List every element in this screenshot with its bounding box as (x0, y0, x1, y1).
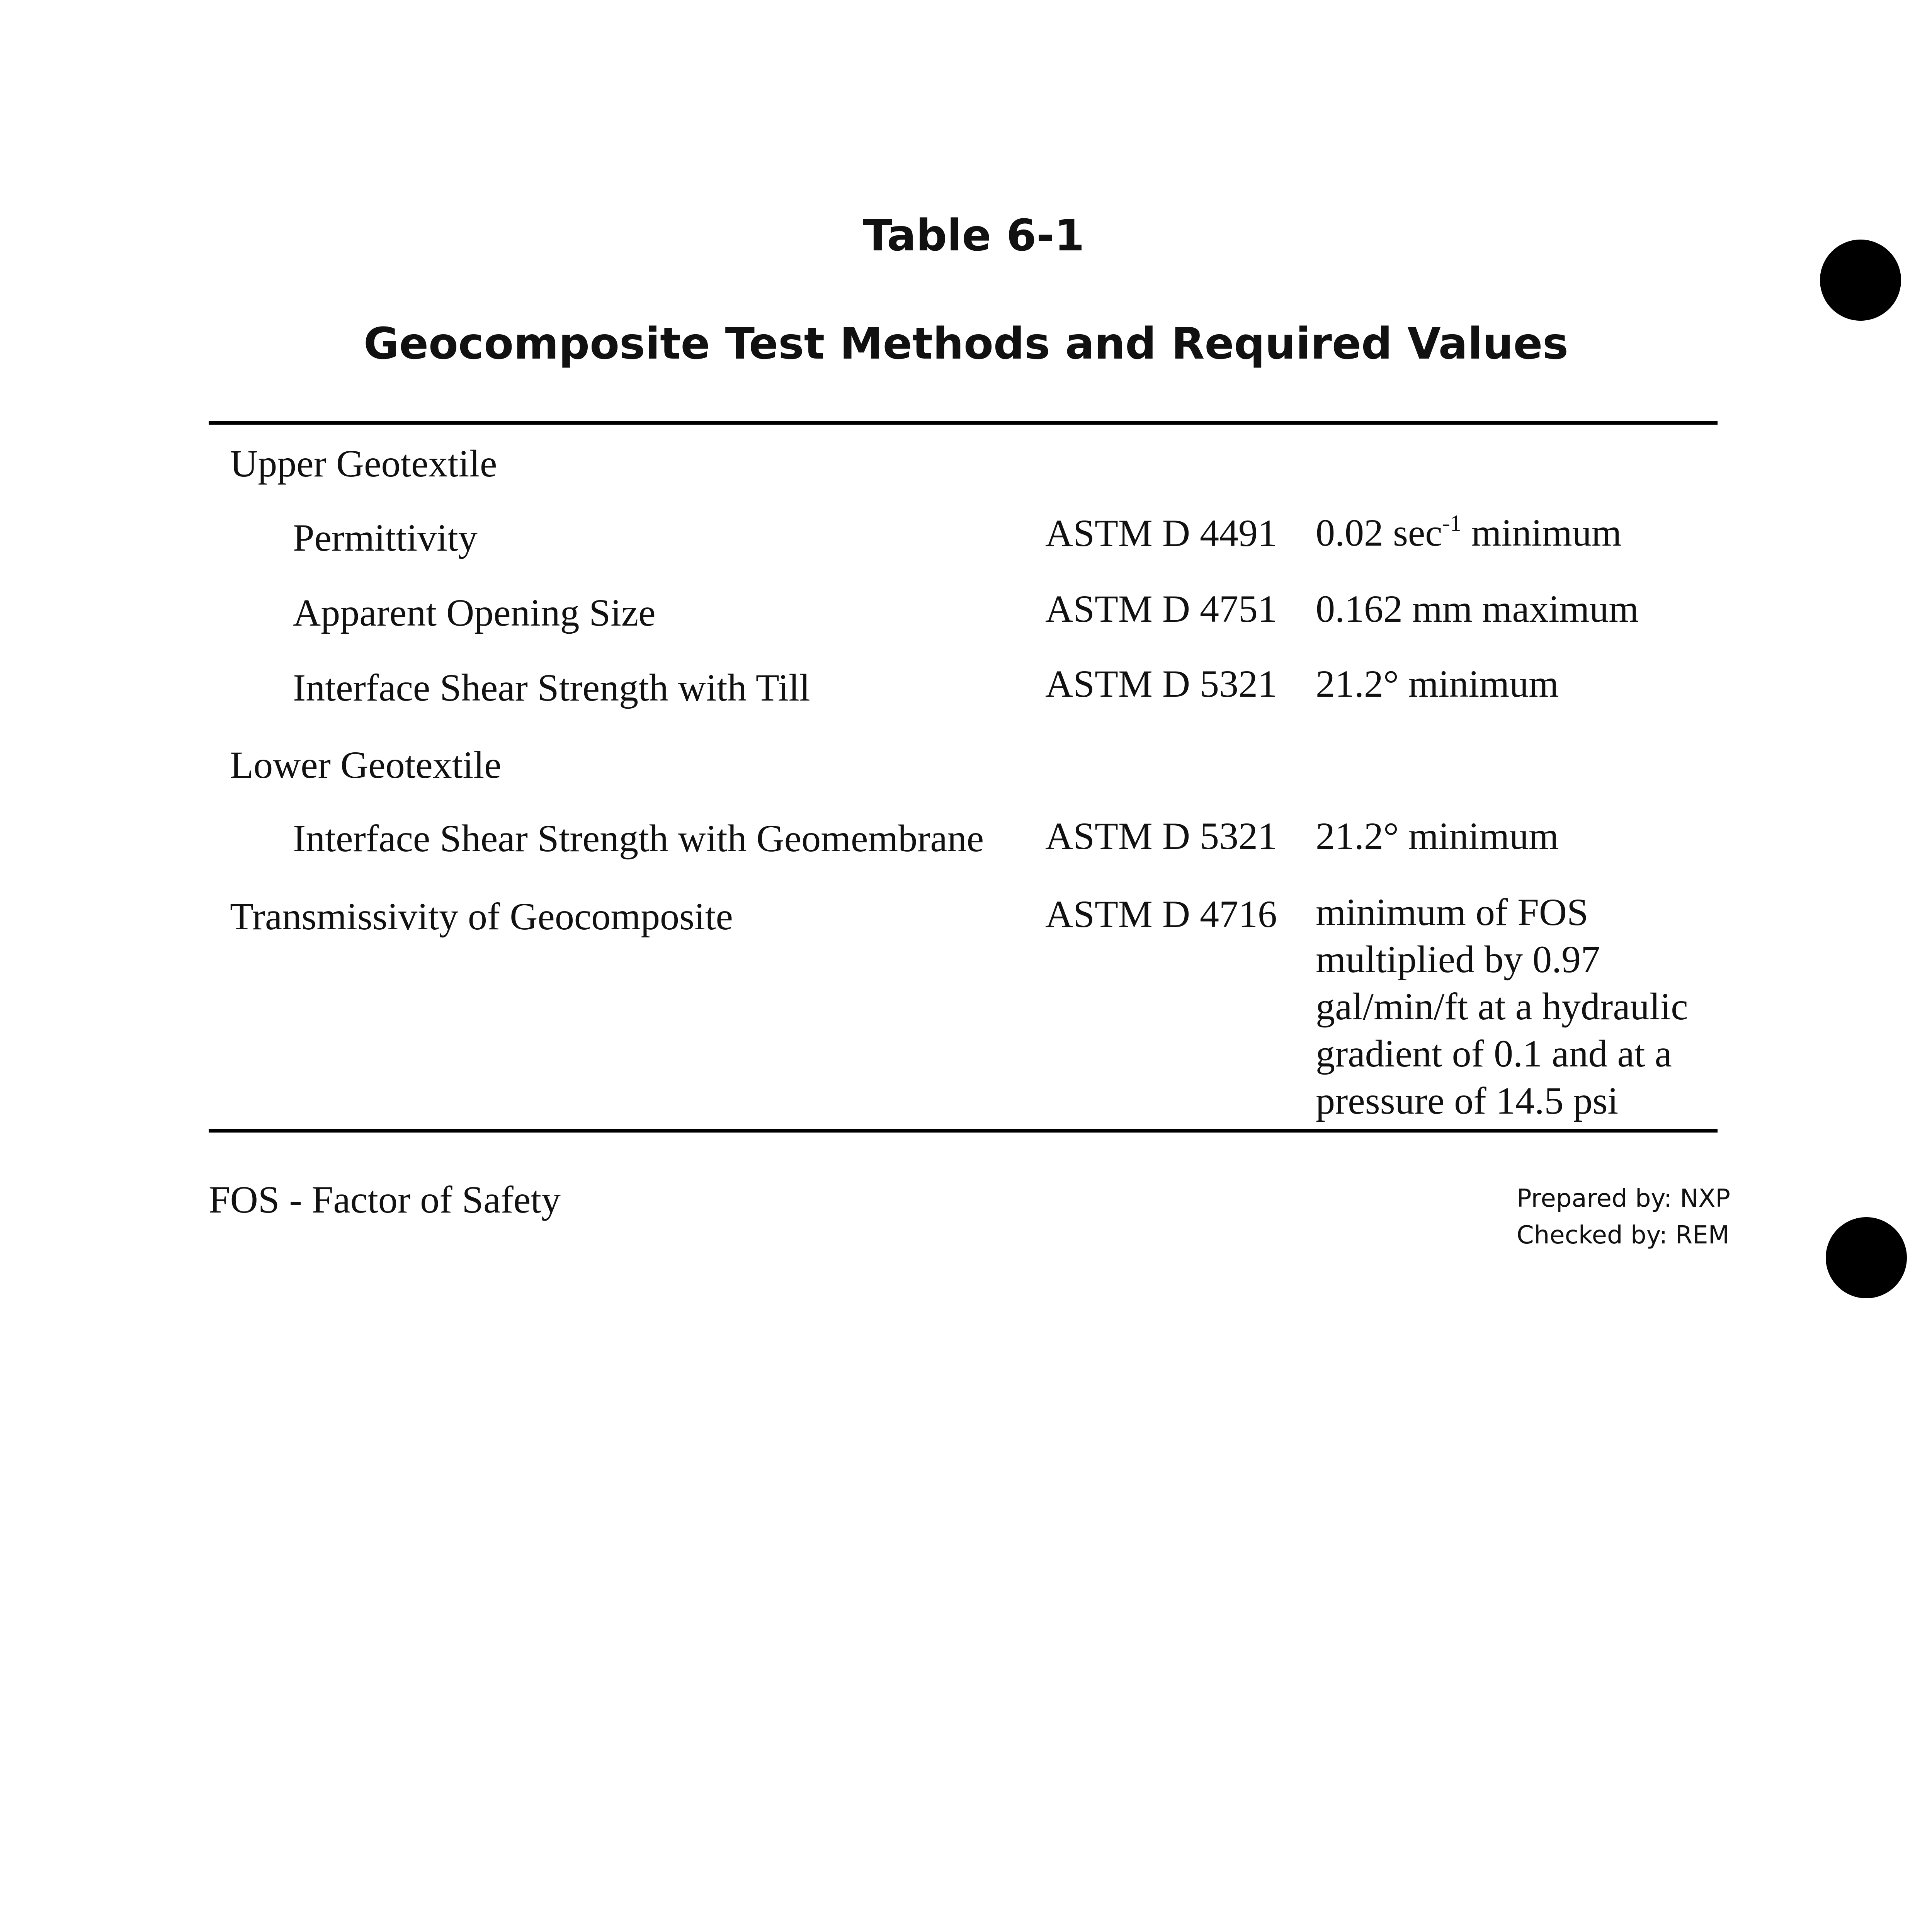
table-top-rule (209, 421, 1718, 425)
row-label: Apparent Opening Size (293, 591, 656, 634)
prepared-by: Prepared by: NXP (1517, 1184, 1730, 1213)
value-text: minimum (1461, 511, 1622, 554)
row-method: ASTM D 5321 (1045, 662, 1277, 705)
row-label: Transmissivity of Geocomposite (230, 895, 733, 938)
value-text: 0.02 sec (1316, 511, 1442, 554)
table-title: Geocomposite Test Methods and Required Values (364, 319, 1568, 369)
binder-hole-middle (1826, 1217, 1907, 1298)
value-line: pressure of 14.5 psi (1316, 1079, 1619, 1122)
footnote: FOS - Factor of Safety (209, 1178, 561, 1221)
value-line: gal/min/ft at a hydraulic (1316, 985, 1688, 1028)
row-value: 21.2° minimum (1316, 815, 1559, 857)
row-label: Interface Shear Strength with Geomembrane (293, 817, 984, 860)
value-line: multiplied by 0.97 (1316, 938, 1600, 981)
section-label-upper-geotextile: Upper Geotextile (230, 442, 497, 485)
table-number: Table 6-1 (863, 211, 1085, 261)
row-label: Interface Shear Strength with Till (293, 666, 810, 709)
row-value-multiline (1316, 889, 1688, 1124)
row-method: ASTM D 4491 (1045, 512, 1277, 554)
table-bottom-rule (209, 1129, 1718, 1133)
row-label: Permittivity (293, 516, 478, 559)
value-line: gradient of 0.1 and at a (1316, 1032, 1672, 1075)
checked-by: Checked by: REM (1517, 1221, 1730, 1250)
row-method: ASTM D 4751 (1045, 587, 1277, 630)
row-method: ASTM D 5321 (1045, 815, 1277, 857)
row-method: ASTM D 4716 (1045, 893, 1277, 935)
section-label-lower-geotextile: Lower Geotextile (230, 743, 502, 786)
value-line: minimum of FOS (1316, 891, 1588, 934)
row-value: 21.2° minimum (1316, 662, 1559, 705)
row-value: 0.162 mm maximum (1316, 587, 1639, 630)
row-value (1316, 509, 1622, 556)
value-superscript: -1 (1442, 510, 1462, 536)
